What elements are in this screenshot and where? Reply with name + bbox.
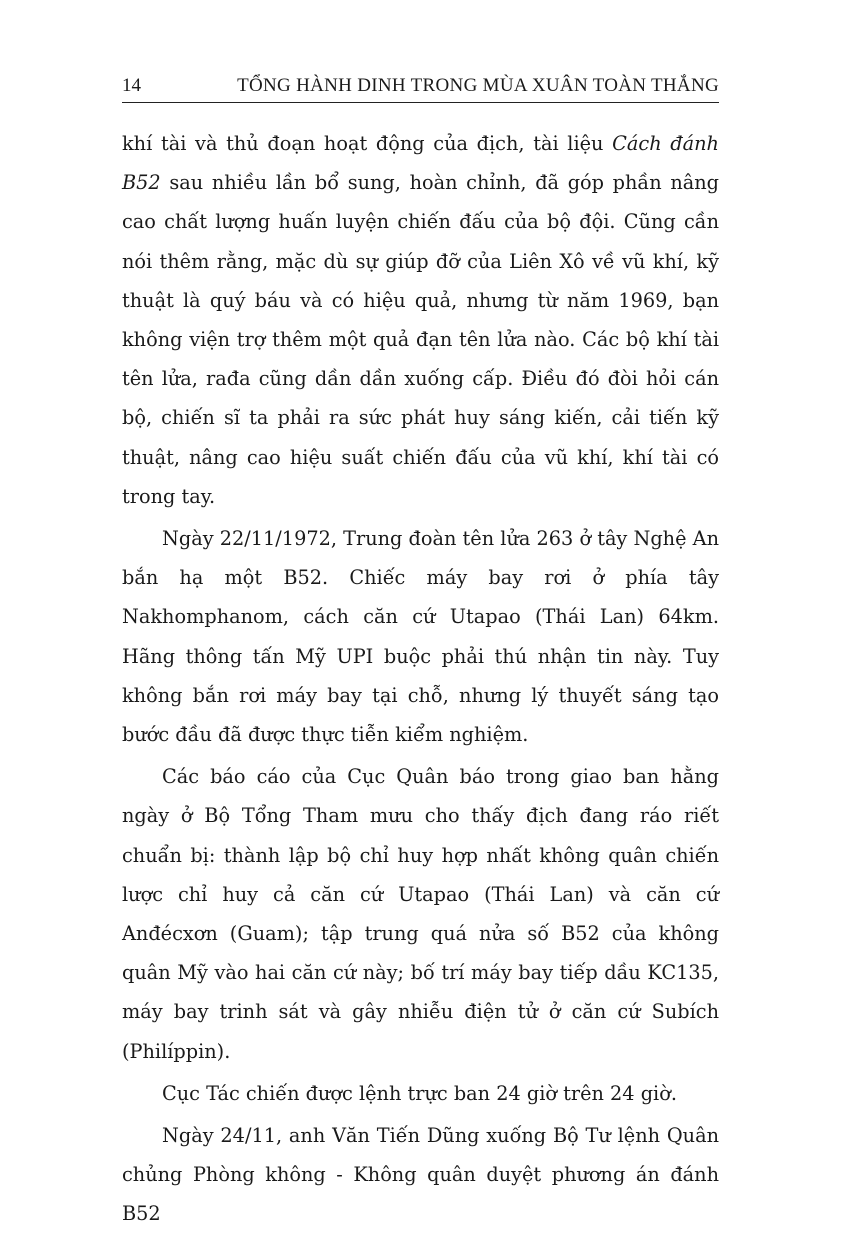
paragraph-5: Ngày 24/11, anh Văn Tiến Dũng xuống Bộ Tư lệnh Quân chủng Phòng không - Không quân duyệt phương án đánh B52: [122, 1124, 719, 1226]
running-title: TỔNG HÀNH DINH TRONG MÙA XUÂN TOÀN THẮNG: [237, 75, 719, 96]
paragraph-3: Các báo cáo của Cục Quân báo trong giao ban hằng ngày ở Bộ Tổng Tham mưu cho thấy địch đang ráo riết chuẩn bị: thành lập bộ chỉ huy hợp nhất không quân chiến lược chỉ huy cả căn cứ Utapao (Thái Lan) và căn cứ Anđécxơn (Guam); tập trung quá nửa số B52 của không quân Mỹ vào hai căn cứ này; bố trí máy bay tiếp dầu KC135, máy bay trinh sát và gây nhiễu điện tử ở căn cứ Subích (Philíppin).: [122, 765, 719, 1063]
paragraph-1: [122, 124, 719, 516]
page-number: 14: [122, 75, 141, 96]
page-header: [122, 74, 719, 103]
paragraph-4: Cục Tác chiến được lệnh trực ban 24 giờ trên 24 giờ.: [162, 1081, 677, 1105]
paragraph-2: Ngày 22/11/1972, Trung đoàn tên lửa 263 ở tây Nghệ An bắn hạ một B52. Chiếc máy bay rơi ở phía tây Nakhomphanom, cách căn cứ Utapao (Thái Lan) 64km. Hãng thông tấn Mỹ UPI buộc phải thú nhận tin này. Tuy không bắn rơi máy bay tại chỗ, nhưng lý thuyết sáng tạo bước đầu đã được thực tiễn kiểm nghiệm.: [122, 527, 719, 747]
document-title-italic: Cách đánh B52: [122, 132, 719, 195]
paragraph-1-text-start: khí tài và thủ đoạn hoạt động của địch, tài liệu: [122, 132, 613, 155]
paragraph-1-text-end: sau nhiều lần bổ sung, hoàn chỉnh, đã góp phần nâng cao chất lượng huấn luyện chiến đấu của bộ đội. Cũng cần nói thêm rằng, mặc dù sự giúp đỡ của Liên Xô về vũ khí, kỹ thuật là quý báu và có hiệu quả, nhưng từ năm 1969, bạn không viện trợ thêm một quả đạn tên lửa nào. Các bộ khí tài tên lửa, rađa cũng dần dần xuống cấp. Điều đó đòi hỏi cán bộ, chiến sĩ ta phải ra sức phát huy sáng kiến, cải tiến kỹ thuật, nâng cao hiệu suất chiến đấu của vũ khí, khí tài có trong tay.: [122, 171, 719, 508]
body-text: [122, 124, 719, 1234]
